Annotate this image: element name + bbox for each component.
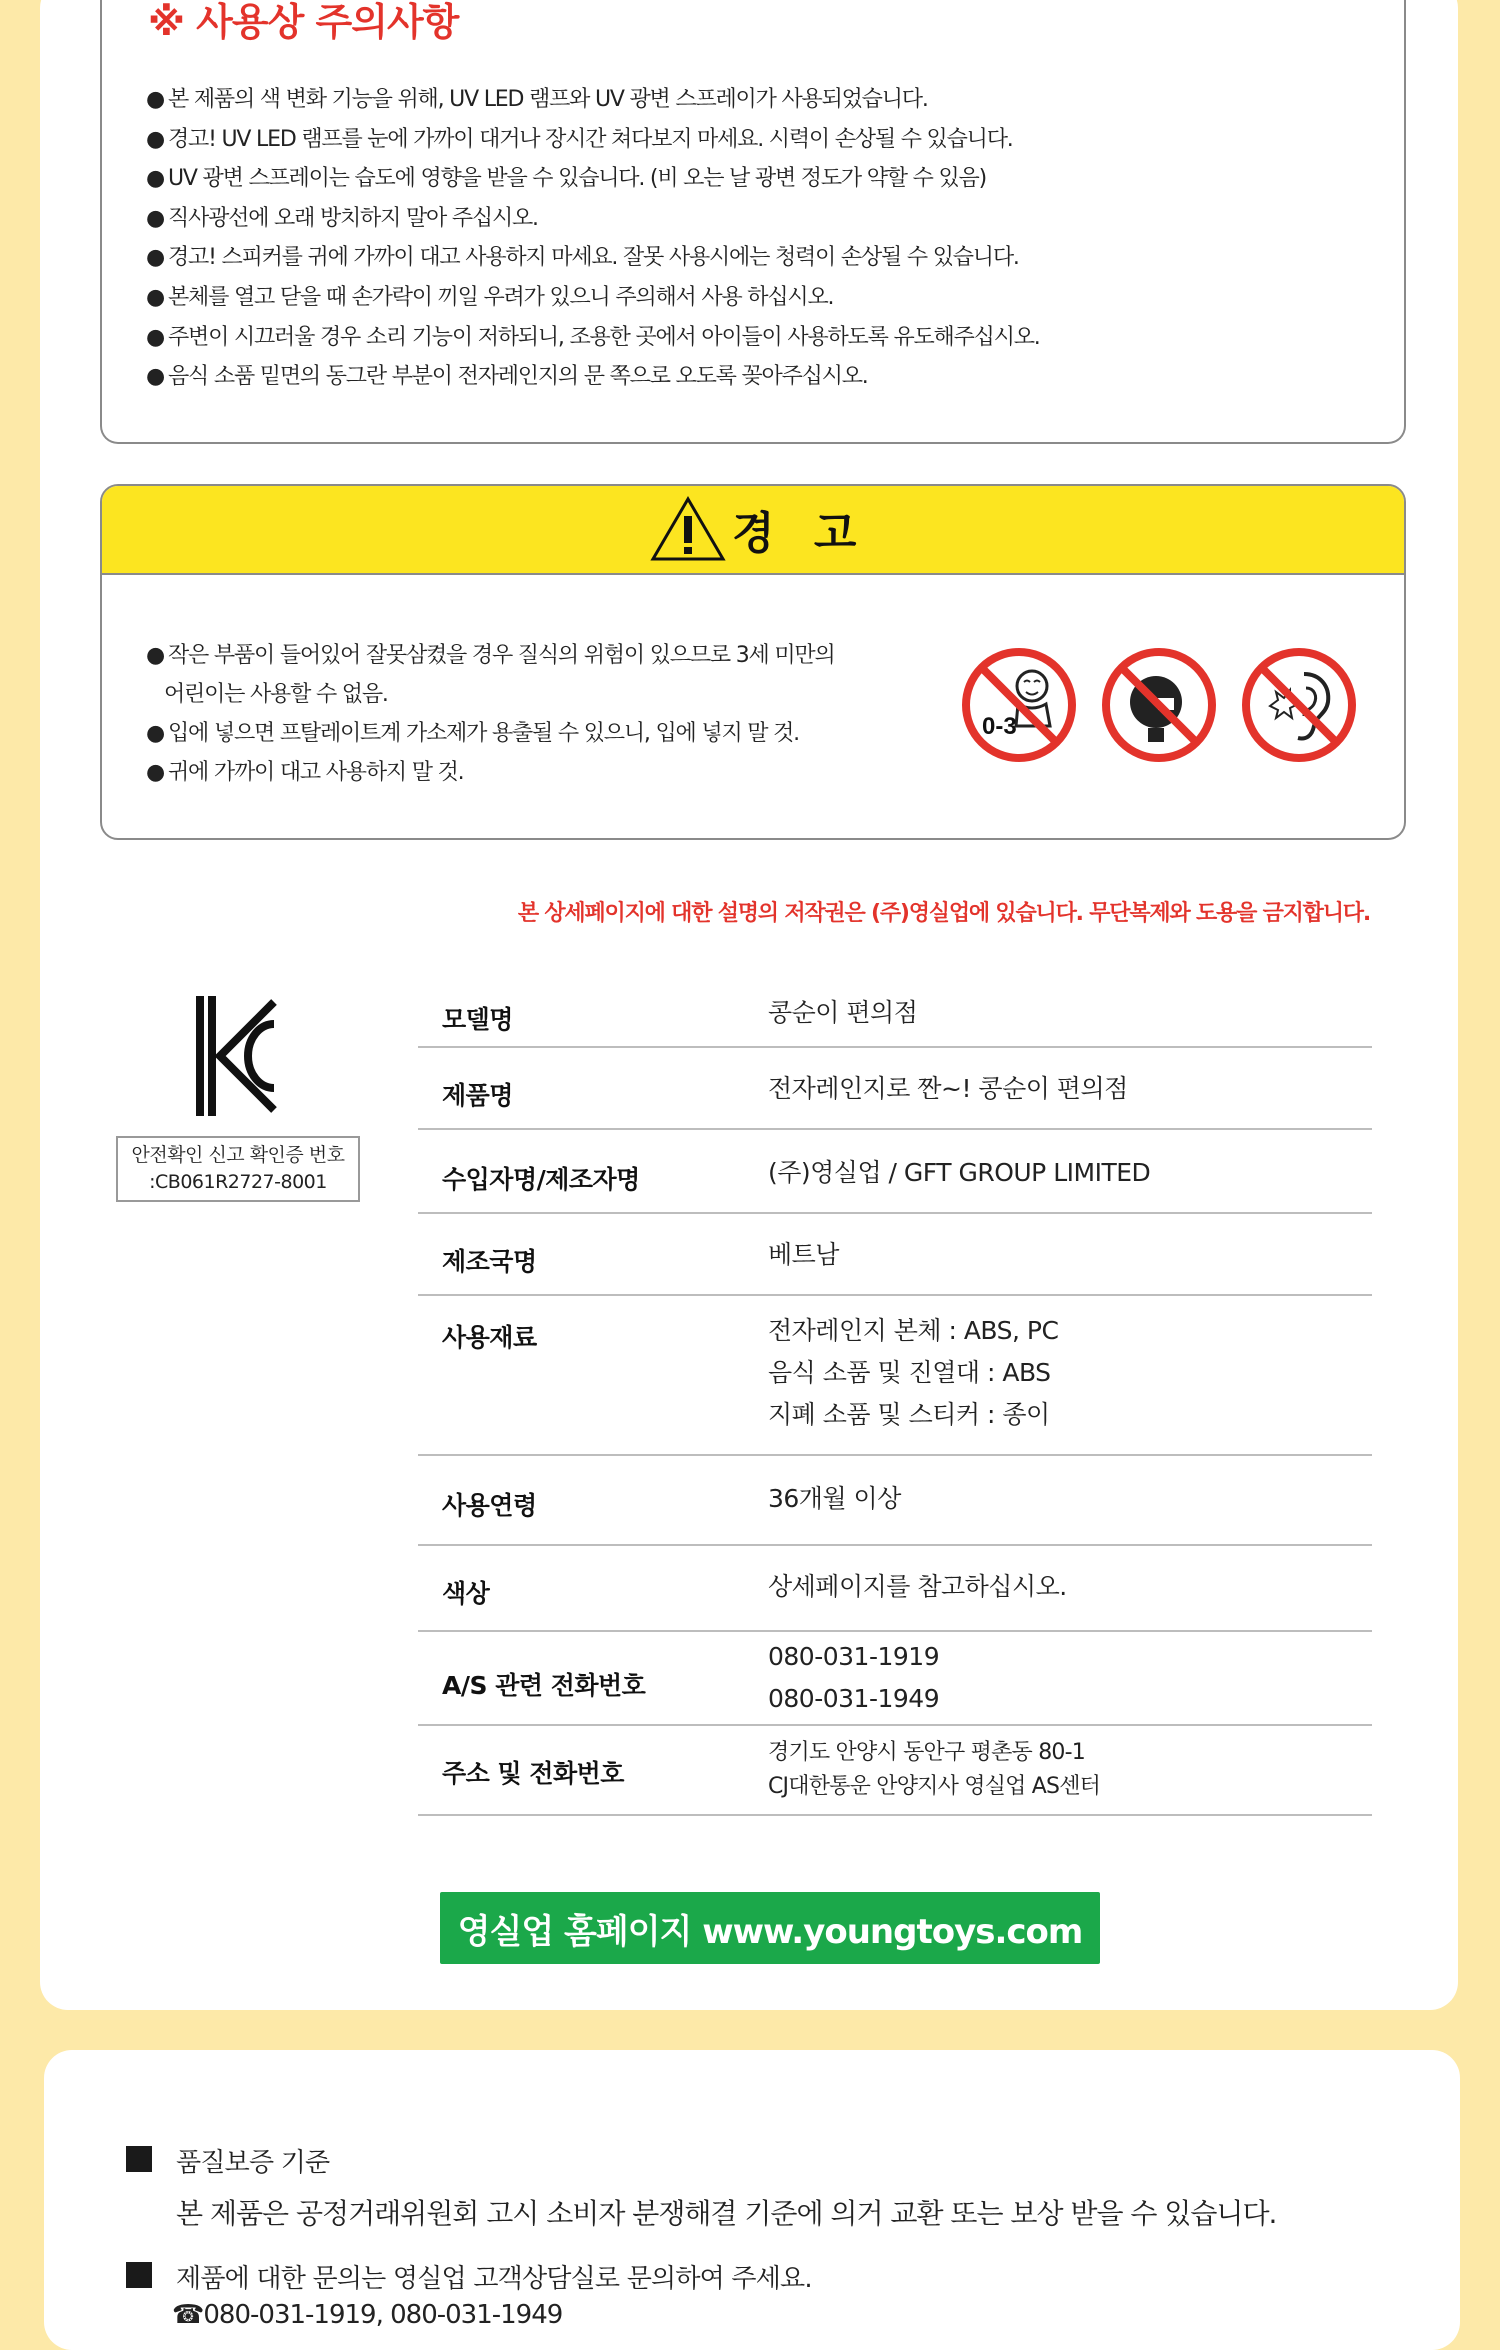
list-item: ● 본 제품의 색 변화 기능을 위해, UV LED 램프와 UV 광변 스프레이가 사용되었습니다. [146,80,1040,120]
bullet-icon: ● [146,721,164,746]
row-label: 주소 및 전화번호 [442,1759,624,1788]
table-row [418,1546,1372,1632]
caution-title: ※ 사용상 주의사항 [148,0,459,44]
row-value: 상세페이지를 참고하십시오. [768,1572,1067,1601]
table-row [418,1214,1372,1296]
row-value: 36개월 이상 [768,1484,901,1513]
table-row [418,1632,1372,1726]
phone-icon: ☎ [172,2300,204,2330]
svg-text:0-3: 0-3 [982,713,1017,740]
list-item: ● 작은 부품이 들어있어 잘못삼켰을 경우 질식의 위험이 있으므로 3세 미만의 어린이는 사용할 수 없음. [146,636,835,714]
bullet-icon: ● [146,205,164,231]
table-row [418,1048,1372,1130]
list-item: ● 경고! 스피커를 귀에 가까이 대고 사용하지 마세요. 잘못 사용시에는 청력이 손상될 수 있습니다. [146,238,1040,278]
quality-body: 본 제품은 공정거래위원회 고시 소비자 분쟁해결 기준에 의거 교환 또는 보상 받을 수 있습니다. [176,2197,1277,2230]
bullet-icon: ● [146,126,164,152]
list-item: ● 귀에 가까이 대고 사용하지 말 것. [146,753,835,792]
table-row [418,1456,1372,1546]
list-item: ● UV 광변 스프레이는 습도에 영향을 받을 수 있습니다. (비 오는 날 광변 정도가 약할 수 있음) [146,159,1040,199]
row-value: 콩순이 편의점 [768,998,918,1027]
warning-box [100,484,1406,840]
homepage-link-button[interactable]: 영실업 홈페이지 www.youngtoys.com [440,1892,1100,1964]
warning-triangle-icon [650,496,726,562]
inquiry-phones: ☎080-031-1919, 080-031-1949 [172,2300,563,2330]
bullet-icon: ● [146,364,164,390]
kc-certificate-number: 안전확인 신고 확인증 번호 :CB061R2727-8001 [116,1136,360,1202]
list-item: ● 직사광선에 오래 방치하지 말아 주십시오. [146,199,1040,239]
row-label: 제조국명 [442,1247,537,1276]
row-label: 수입자명/제조자명 [442,1165,640,1194]
table-row [418,1130,1372,1214]
row-value: 전자레인지로 짠~! 콩순이 편의점 [768,1074,1128,1103]
no-mouth-icon [1100,646,1218,764]
caution-list [146,80,1040,397]
warning-header [102,486,1404,575]
warning-title-text: 경 고 [732,508,869,559]
list-item: ● 주변이 시끄러울 경우 소리 기능이 저하되니, 조용한 곳에서 아이들이 사용하도록 유도해주십시오. [146,318,1040,358]
row-value: 080-031-1919 080-031-1949 [768,1642,940,1713]
kc-mark-icon [194,994,280,1120]
row-label: 제품명 [442,1081,513,1110]
row-label: 모델명 [442,1005,513,1034]
bullet-icon: ● [146,760,164,785]
list-item: ● 음식 소품 밑면의 동그란 부분이 전자레인지의 문 쪽으로 오도록 꽂아주십시오. [146,357,1040,397]
bullet-icon: ● [146,166,164,192]
row-label: 색상 [442,1579,490,1608]
bullet-icon: ● [146,87,164,112]
row-label: A/S 관련 전화번호 [442,1671,646,1700]
bullet-icon: ● [146,643,164,668]
square-bullet-icon [126,2146,152,2172]
no-infant-icon [960,646,1078,764]
table-row [418,1296,1372,1456]
list-item: ● 경고! UV LED 램프를 눈에 가까이 대거나 장시간 쳐다보지 마세요. 시력이 손상될 수 있습니다. [146,120,1040,160]
bullet-icon: ● [146,245,164,271]
warning-title [650,496,868,562]
no-ear-icon [1240,646,1358,764]
warning-list [146,636,835,792]
bullet-icon: ● [146,284,164,310]
row-value: 베트남 [768,1240,839,1269]
list-item: ● 입에 넣으면 프탈레이트계 가소제가 용출될 수 있으니, 입에 넣지 말 것. [146,714,835,753]
square-bullet-icon [126,2262,152,2288]
bullet-icon: ● [146,324,164,350]
prohibition-icons [960,646,1358,764]
quality-title: 품질보증 기준 [176,2148,330,2178]
row-value: 전자레인지 본체 : ABS, PC 음식 소품 및 진열대 : ABS 지폐 소품 및 스티커 : 종이 [768,1316,1059,1429]
copyright-notice: 본 상세페이지에 대한 설명의 저작권은 (주)영실업에 있습니다. 무단복제와 도용을 금지합니다. [517,901,1370,926]
row-value: 경기도 안양시 동안구 평촌동 80-1 CJ대한통운 안양지사 영실업 AS센터 [768,1740,1101,1799]
list-item: ● 본체를 열고 닫을 때 손가락이 끼일 우려가 있으니 주의해서 사용 하십시오. [146,278,1040,318]
product-info-table [418,980,1372,1816]
row-value: (주)영실업 / GFT GROUP LIMITED [768,1158,1151,1187]
inquiry-title: 제품에 대한 문의는 영실업 고객상담실로 문의하여 주세요. [176,2264,812,2294]
table-row [418,1726,1372,1816]
row-label: 사용연령 [442,1491,537,1520]
row-label: 사용재료 [442,1323,537,1352]
table-row [418,980,1372,1048]
